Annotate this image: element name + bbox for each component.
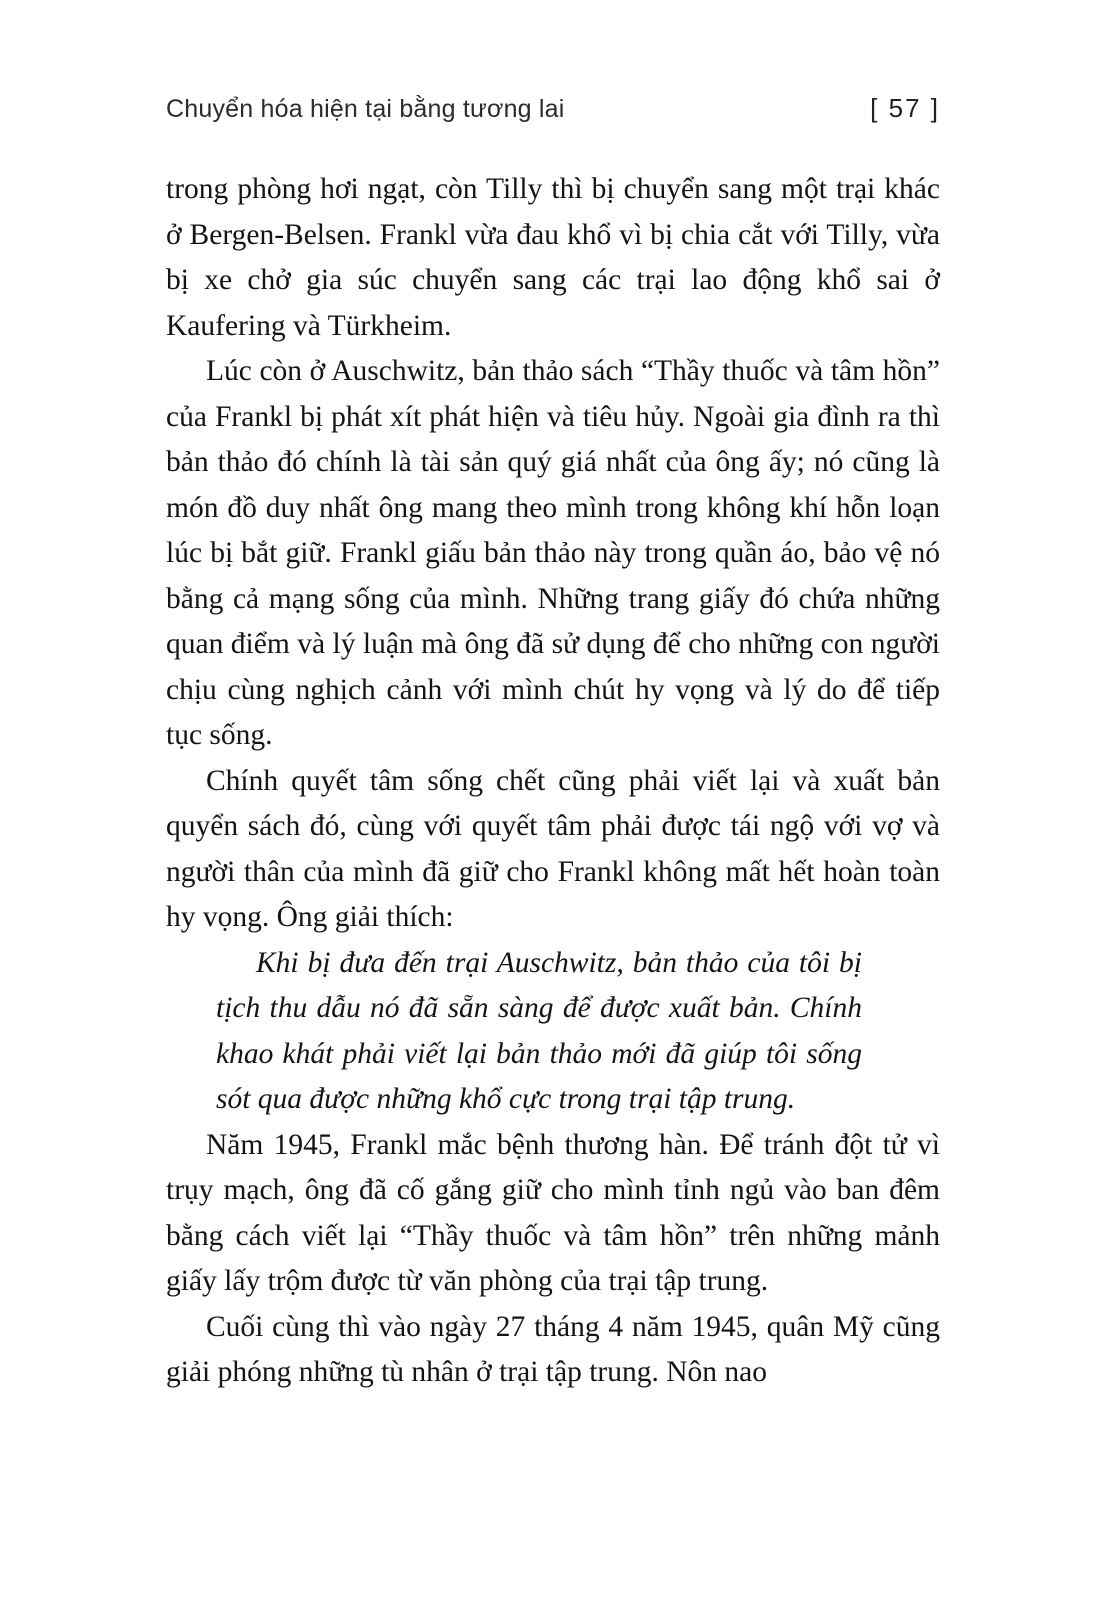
paragraph: Cuối cùng thì vào ngày 27 tháng 4 năm 1945, quân Mỹ cũng giải phóng những tù nhân ở trại tập trung. Nôn nao <box>166 1310 940 1388</box>
body-text <box>166 167 940 1396</box>
block-quote: Khi bị đưa đến trại Auschwitz, bản thảo của tôi bị tịch thu dẫu nó đã sẵn sàng để được xuất bản. Chính khao khát phải viết lại bản thảo mới đã giúp tôi sống sót qua được những khổ cực trong trại tập trung. <box>216 946 862 1115</box>
page-number: [ 57 ] <box>870 93 940 123</box>
paragraph: Lúc còn ở Auschwitz, bản thảo sách “Thầy thuốc và tâm hồn” của Frankl bị phát xít phát hiện và tiêu hủy. Ngoài gia đình ra thì bản thảo đó chính là tài sản quý giá nhất của ông ấy; nó cũng là món đồ duy nhất ông mang theo mình trong không khí hỗn loạn lúc bị bắt giữ. Frankl giấu bản thảo này trong quần áo, bảo vệ nó bằng cả mạng sống của mình. Những trang giấy đó chứa những quan điểm và lý luận mà ông đã sử dụng để cho những con người chịu cùng nghịch cảnh với mình chút hy vọng và lý do để tiếp tục sống. <box>166 355 940 751</box>
paragraph-continuation: trong phòng hơi ngạt, còn Tilly thì bị chuyển sang một trại khác ở Bergen-Belsen. Frankl vừa đau khổ vì bị chia cắt với Tilly, vừa bị xe chở gia súc chuyển sang các trại lao động khổ sai ở Kaufering và Türkheim. <box>166 173 940 342</box>
paragraph: Chính quyết tâm sống chết cũng phải viết lại và xuất bản quyển sách đó, cùng với quyết tâm phải được tái ngộ với vợ và người thân của mình đã giữ cho Frankl không mất hết hoàn toàn hy vọng. Ông giải thích: <box>166 764 940 933</box>
running-header <box>166 93 940 124</box>
paragraph: Năm 1945, Frankl mắc bệnh thương hàn. Để tránh đột tử vì trụy mạch, ông đã cố gắng giữ cho mình tỉnh ngủ vào ban đêm bằng cách viết lại “Thầy thuốc và tâm hồn” trên những mảnh giấy lấy trộm được từ văn phòng của trại tập trung. <box>166 1128 940 1297</box>
running-title: Chuyển hóa hiện tại bằng tương lai <box>166 95 565 123</box>
